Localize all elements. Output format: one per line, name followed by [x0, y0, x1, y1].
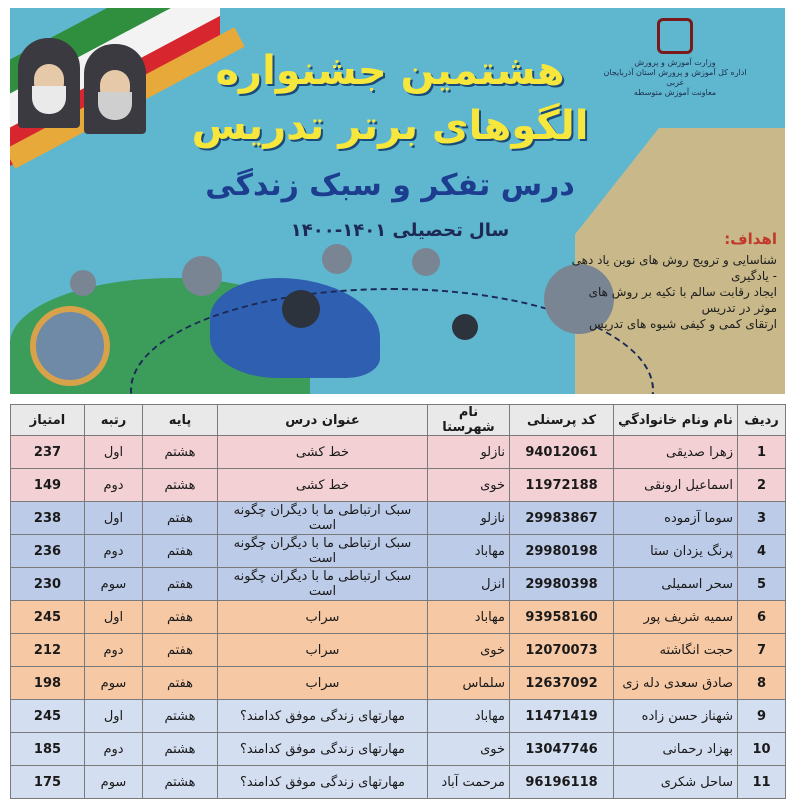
cell-name: پرنگ یزدان ستا	[614, 535, 738, 568]
cell-lesson-title: مهارتهای زندگی موفق کدامند؟	[218, 700, 428, 733]
cell-rank: سوم	[85, 766, 143, 799]
col-header-name: نام ونام خانوادگي	[614, 405, 738, 436]
cell-score: 212	[11, 634, 85, 667]
virus-icon	[182, 256, 222, 296]
col-header-city: نام شهرستا	[428, 405, 510, 436]
cell-name: سوما آزموده	[614, 502, 738, 535]
cell-name: حجت انگاشته	[614, 634, 738, 667]
poster-title-line1: هشتمین جشنواره	[215, 48, 565, 94]
cell-grade: هشتم	[143, 700, 218, 733]
cell-row-number: 10	[738, 733, 786, 766]
academic-year: سال تحصیلی ۱۴۰۱-۱۴۰۰	[290, 220, 510, 241]
cell-row-number: 7	[738, 634, 786, 667]
cell-city: خوی	[428, 634, 510, 667]
col-header-score: امتیاز	[11, 405, 85, 436]
cell-name: صادق سعدی دله زی	[614, 667, 738, 700]
cell-name: شهناز حسن زاده	[614, 700, 738, 733]
cell-score: 230	[11, 568, 85, 601]
cell-city: سلماس	[428, 667, 510, 700]
cell-score: 185	[11, 733, 85, 766]
cell-personnel-code: 94012061	[510, 436, 614, 469]
table-row	[11, 502, 786, 535]
cell-row-number: 9	[738, 700, 786, 733]
cell-lesson-title: سبک ارتباطی ما با دیگران چگونه است	[218, 568, 428, 601]
cell-rank: دوم	[85, 634, 143, 667]
logo-line: وزارت آموزش و پرورش	[634, 58, 716, 67]
cell-grade: هفتم	[143, 535, 218, 568]
cell-score: 237	[11, 436, 85, 469]
cell-personnel-code: 29980398	[510, 568, 614, 601]
cell-personnel-code: 13047746	[510, 733, 614, 766]
cell-lesson-title: مهارتهای زندگی موفق کدامند؟	[218, 733, 428, 766]
cell-city: خوی	[428, 733, 510, 766]
cell-row-number: 8	[738, 667, 786, 700]
cell-personnel-code: 12070073	[510, 634, 614, 667]
winners-table	[10, 404, 786, 799]
table-row	[11, 568, 786, 601]
cell-personnel-code: 12637092	[510, 667, 614, 700]
cell-lesson-title: خط کشی	[218, 469, 428, 502]
table-row	[11, 436, 786, 469]
cell-score: 245	[11, 700, 85, 733]
goal-item: ایجاد رقابت سالم با تکیه بر روش های موثر در تدریس	[588, 285, 777, 315]
goals-title: اهداف:	[724, 230, 777, 248]
cell-grade: هفتم	[143, 667, 218, 700]
virus-icon	[282, 290, 320, 328]
cell-grade: هشتم	[143, 733, 218, 766]
poster-title-line2: الگوهای برتر تدریس	[191, 103, 589, 149]
table-row	[11, 535, 786, 568]
col-header-row-number: ردیف	[738, 405, 786, 436]
table-row	[11, 469, 786, 502]
cell-city: مهاباد	[428, 700, 510, 733]
cell-personnel-code: 29980198	[510, 535, 614, 568]
col-header-grade: پایه	[143, 405, 218, 436]
cell-grade: هشتم	[143, 469, 218, 502]
table-row	[11, 733, 786, 766]
cell-rank: دوم	[85, 535, 143, 568]
cell-row-number: 5	[738, 568, 786, 601]
cell-row-number: 6	[738, 601, 786, 634]
poster-subject: درس تفکر و سبک زندگی	[205, 168, 575, 203]
col-header-personnel-code: کد پرسنلی	[510, 405, 614, 436]
cell-rank: دوم	[85, 469, 143, 502]
table-header-row	[11, 405, 786, 436]
logo-line: معاونت آموزش متوسطه	[633, 88, 717, 97]
cell-row-number: 1	[738, 436, 786, 469]
cell-rank: اول	[85, 601, 143, 634]
cell-row-number: 4	[738, 535, 786, 568]
goals-list	[567, 230, 777, 332]
leader-portrait-left	[18, 38, 80, 128]
cell-grade: هفتم	[143, 601, 218, 634]
cell-score: 149	[11, 469, 85, 502]
cell-personnel-code: 29983867	[510, 502, 614, 535]
virus-icon	[412, 248, 440, 276]
goal-item: شناسایی و ترویج روش های نوین یاد دهی - یادگیری	[571, 253, 777, 283]
cell-score: 245	[11, 601, 85, 634]
virus-icon	[322, 244, 352, 274]
cell-row-number: 2	[738, 469, 786, 502]
cell-city: خوی	[428, 469, 510, 502]
cell-rank: سوم	[85, 568, 143, 601]
emblem-icon	[657, 18, 693, 54]
ministry-logo	[595, 18, 755, 98]
cell-lesson-title: سبک ارتباطی ما با دیگران چگونه است	[218, 502, 428, 535]
cell-city: نازلو	[428, 502, 510, 535]
cell-grade: هفتم	[143, 634, 218, 667]
cell-rank: دوم	[85, 733, 143, 766]
cell-lesson-title: سراب	[218, 667, 428, 700]
cell-city: مرحمت آباد	[428, 766, 510, 799]
magnifier-icon	[30, 306, 110, 386]
cell-city: نازلو	[428, 436, 510, 469]
cell-lesson-title: سراب	[218, 634, 428, 667]
cell-personnel-code: 11471419	[510, 700, 614, 733]
cell-grade: هفتم	[143, 502, 218, 535]
cell-lesson-title: سراب	[218, 601, 428, 634]
cell-score: 238	[11, 502, 85, 535]
virus-icon	[70, 270, 96, 296]
cell-name: سمیه شریف پور	[614, 601, 738, 634]
cell-personnel-code: 11972188	[510, 469, 614, 502]
leader-portrait-right	[84, 44, 146, 134]
cell-lesson-title: مهارتهای زندگی موفق کدامند؟	[218, 766, 428, 799]
col-header-lesson-title: عنوان درس	[218, 405, 428, 436]
table-row	[11, 766, 786, 799]
cell-row-number: 3	[738, 502, 786, 535]
cell-lesson-title: سبک ارتباطی ما با دیگران چگونه است	[218, 535, 428, 568]
festival-poster	[10, 8, 785, 394]
table-row	[11, 634, 786, 667]
cell-grade: هشتم	[143, 766, 218, 799]
cell-name: بهزاد رحمانی	[614, 733, 738, 766]
table-row	[11, 700, 786, 733]
cell-personnel-code: 93958160	[510, 601, 614, 634]
cell-rank: اول	[85, 700, 143, 733]
cell-personnel-code: 96196118	[510, 766, 614, 799]
cell-score: 236	[11, 535, 85, 568]
cell-city: مهاباد	[428, 535, 510, 568]
cell-name: اسماعیل ارونقی	[614, 469, 738, 502]
table-row	[11, 667, 786, 700]
cell-lesson-title: خط کشی	[218, 436, 428, 469]
cell-city: انزل	[428, 568, 510, 601]
col-header-rank: رتبه	[85, 405, 143, 436]
cell-city: مهاباد	[428, 601, 510, 634]
cell-row-number: 11	[738, 766, 786, 799]
cell-name: سحر اسمیلی	[614, 568, 738, 601]
virus-icon	[452, 314, 478, 340]
goal-item: ارتقای کمی و کیفی شیوه های تدریس	[589, 317, 777, 331]
cell-name: ساحل شکری	[614, 766, 738, 799]
cell-rank: اول	[85, 436, 143, 469]
cell-score: 198	[11, 667, 85, 700]
cell-rank: اول	[85, 502, 143, 535]
cell-score: 175	[11, 766, 85, 799]
logo-line: اداره کل آموزش و پرورش استان آذربایجان غربی	[603, 68, 747, 87]
cell-name: زهرا صدیقی	[614, 436, 738, 469]
table-row	[11, 601, 786, 634]
cell-grade: هشتم	[143, 436, 218, 469]
cell-grade: هفتم	[143, 568, 218, 601]
cell-rank: سوم	[85, 667, 143, 700]
